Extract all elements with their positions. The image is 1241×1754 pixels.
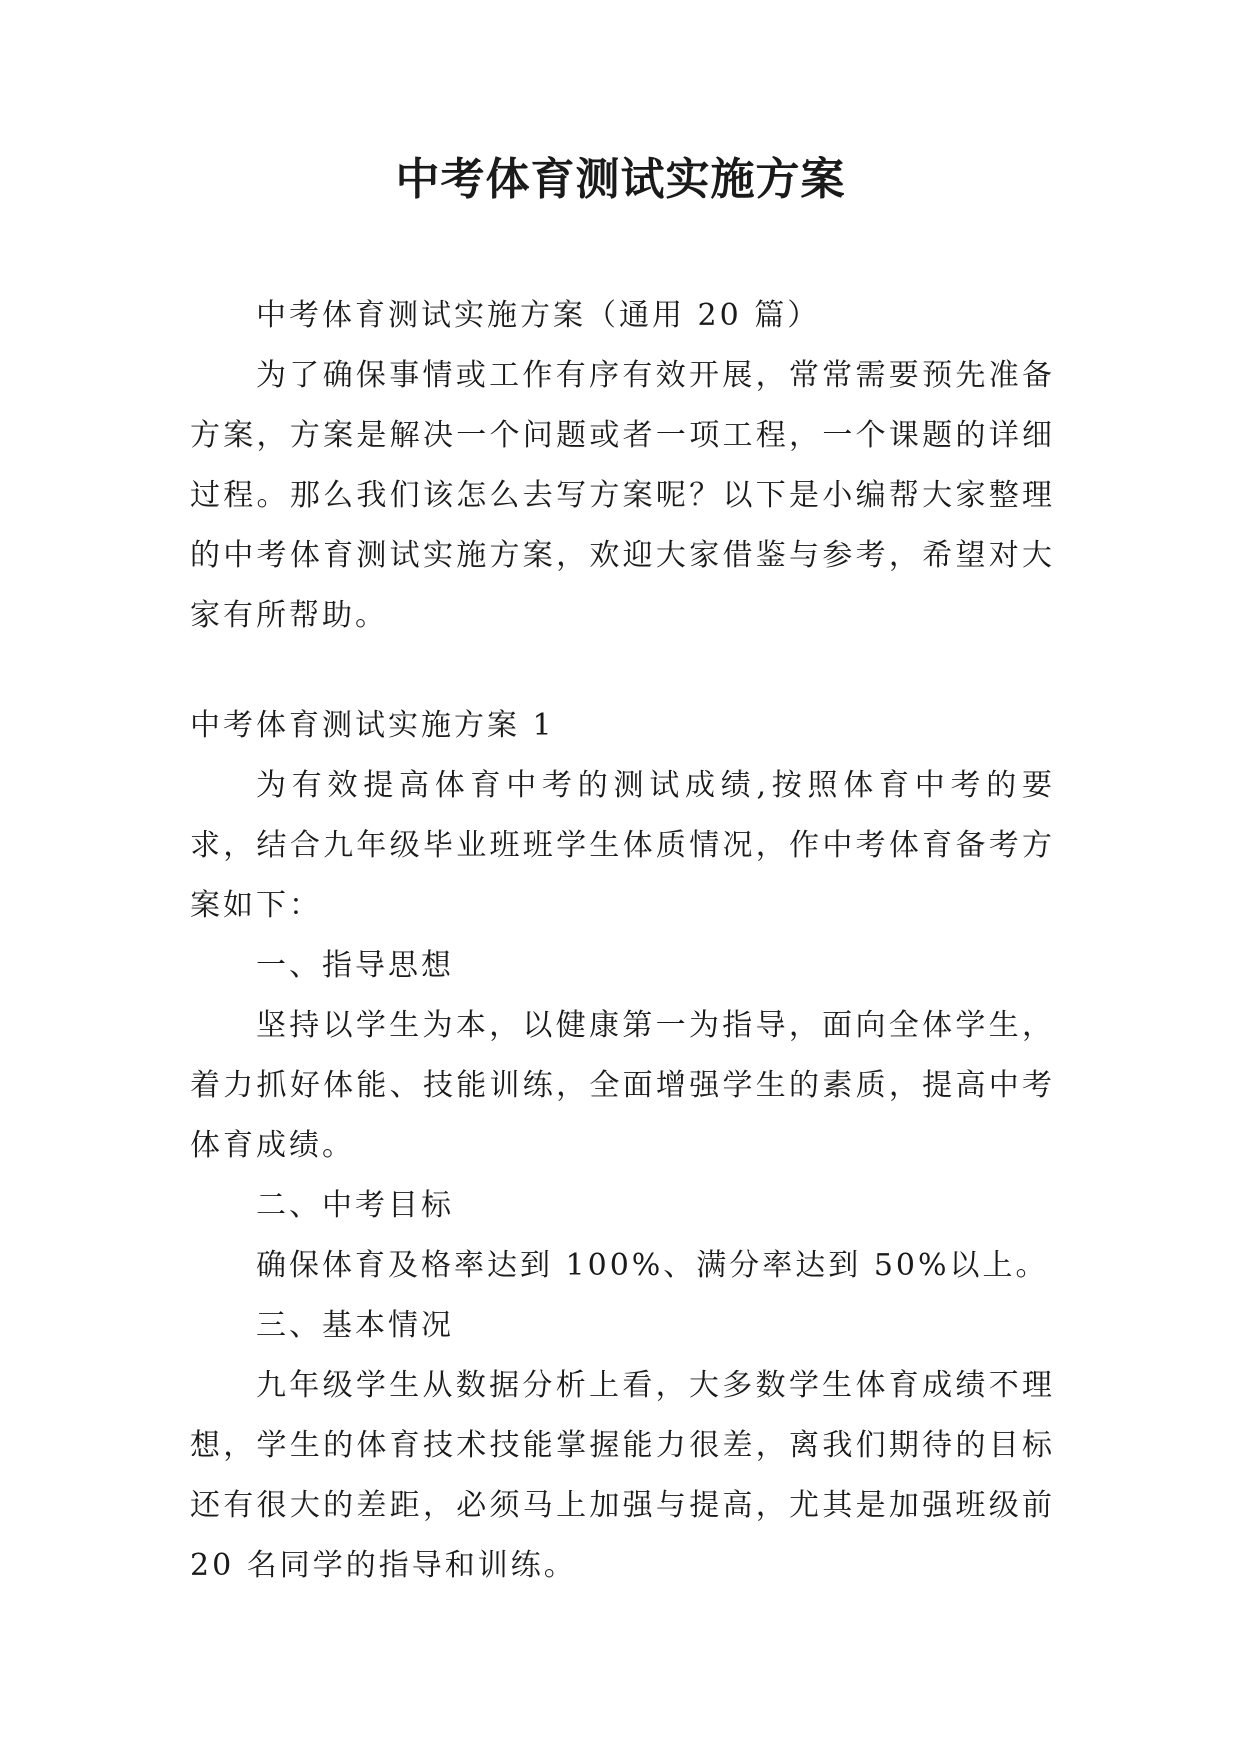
part-1-heading: 一、指导思想: [256, 948, 454, 983]
part-3-heading: 三、基本情况: [256, 1308, 454, 1343]
intro-paragraph: 为了确保事情或工作有序有效开展，常常需要预先准备方案，方案是解决一个问题或者一项工程，一个课题的详细过程。那么我们该怎么去写方案呢？以下是小编帮大家整理的中考体育测试实施方案，欢迎大家借鉴与参考，希望对大家有所帮助。: [190, 358, 1055, 633]
part-2-heading: 二、中考目标: [256, 1188, 454, 1223]
section-1-heading: 中考体育测试实施方案 1: [190, 708, 555, 743]
section-1-lead-paragraph: 为有效提高体育中考的测试成绩,按照体育中考的要求，结合九年级毕业班班学生体质情况，作中考体育备考方案如下：: [190, 768, 1055, 923]
document-subtitle: 中考体育测试实施方案（通用 20 篇）: [256, 298, 821, 333]
document-title: 中考体育测试实施方案: [395, 154, 846, 205]
section-spacer: [190, 646, 1055, 696]
part-1-paragraph: 坚持以学生为本，以健康第一为指导，面向全体学生，着力抓好体能、技能训练，全面增强学生的素质，提高中考体育成绩。: [190, 1008, 1055, 1163]
document-body: [190, 286, 1055, 1596]
part-2-paragraph: 确保体育及格率达到 100%、满分率达到 50%以上。: [256, 1248, 1049, 1283]
part-3-paragraph: 九年级学生从数据分析上看，大多数学生体育成绩不理想，学生的体育技术技能掌握能力很差，离我们期待的目标还有很大的差距，必须马上加强与提高，尤其是加强班级前20 名同学的指导和训练。: [190, 1368, 1055, 1583]
